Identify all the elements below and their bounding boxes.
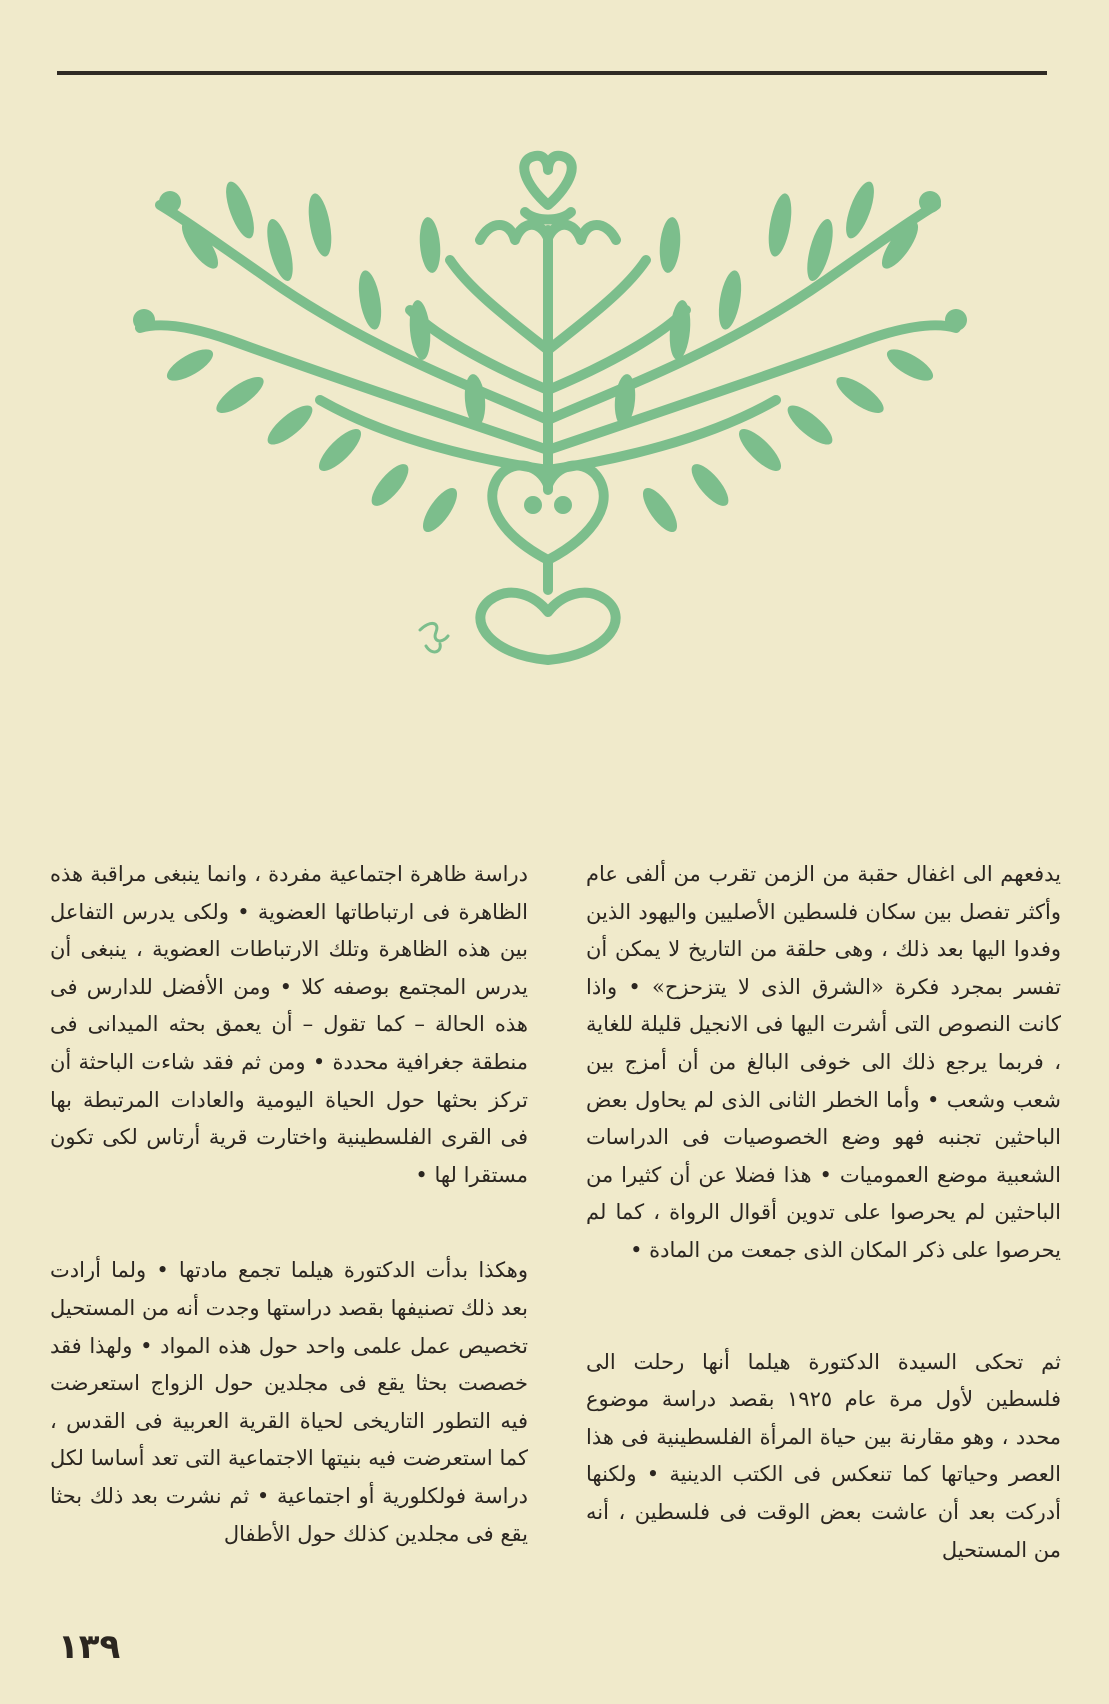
paragraph-gap (50, 1194, 528, 1252)
left-text-column (50, 856, 528, 1553)
top-rule (57, 71, 1047, 75)
paragraph: دراسة ظاهرة اجتماعية مفردة ، وانما ينبغى مراقبة هذه الظاهرة فى ارتباطاتها العضوية • ولكى يدرس التفاعل بين هذه الظاهرة وتلك الارتباطات العضوية ، ينبغى أن يدرس المجتمع بوصفه كلا • ومن الأفضل للدارس فى هذه الحالة – كما تقول – أن يعمق بحثه الميدانى فى منطقة جغرافية محددة • ومن ثم فقد شاءت الباحثة أن تركز بحثها حول الحياة اليومية والعادات المرتبطة بها فى القرى الفلسطينية واختارت قرية أرتاس لكى تكون مستقرا لها • (50, 862, 528, 1187)
paragraph-gap (586, 1270, 1061, 1344)
paragraph: يدفعهم الى اغفال حقبة من الزمن تقرب من ألفى عام وأكثر تفصل بين سكان فلسطين الأصليين واليهود الذين وفدوا اليها بعد ذلك ، وهى حلقة من التاريخ لا يمكن أن تفسر بمجرد فكرة «الشرق الذى لا يتزحزح» • واذا كانت النصوص التى أشرت اليها فى الانجيل قليلة للغاية ، فربما يرجع ذلك الى خوفى البالغ من أن أمزج بين شعب وشعب • وأما الخطر الثانى الذى لم يحاول بعض الباحثين تجنبه فهو وضع الخصوصيات فى الدراسات الشعبية موضع العموميات • هذا فضلا عن أن كثيرا من الباحثين لم يحرصوا على تدوين أقوال الرواة ، كما لم يحرصوا على ذكر المكان الذى جمعت من المادة • (586, 862, 1061, 1262)
page-number: ١٣٩ (58, 1627, 121, 1667)
right-text-column (586, 856, 1061, 1569)
paragraph: ثم تحكى السيدة الدكتورة هيلما أنها رحلت الى فلسطين لأول مرة عام ١٩٢٥ بقصد دراسة موضوع محدد ، وهو مقارنة بين حياة المرأة الفلسطينية فى هذا العصر وحياتها كما تنعكس فى الكتب الدينية • ولكنها أدركت بعد أن عاشت بعض الوقت فى فلسطين ، أنه من المستحيل (586, 1349, 1062, 1562)
tree-of-life-ornament-icon (130, 150, 970, 720)
paragraph: وهكذا بدأت الدكتورة هيلما تجمع مادتها • ولما أرادت بعد ذلك تصنيفها بقصد دراستها وجدت أنه من المستحيل تخصيص عمل علمى واحد حول هذه المواد • ولهذا فقد خصصت بحثا يقع فى مجلدين حول الزواج استعرضت فيه التطور التاريخى لحياة القرية العربية فى القدس ، كما استعرضت فيه بنيتها الاجتماعية التى تعد أساسا لكل دراسة فولكلورية أو اجتماعية • ثم نشرت بعد ذلك بحثا يقع فى مجلدين كذلك حول الأطفال (50, 1258, 528, 1546)
